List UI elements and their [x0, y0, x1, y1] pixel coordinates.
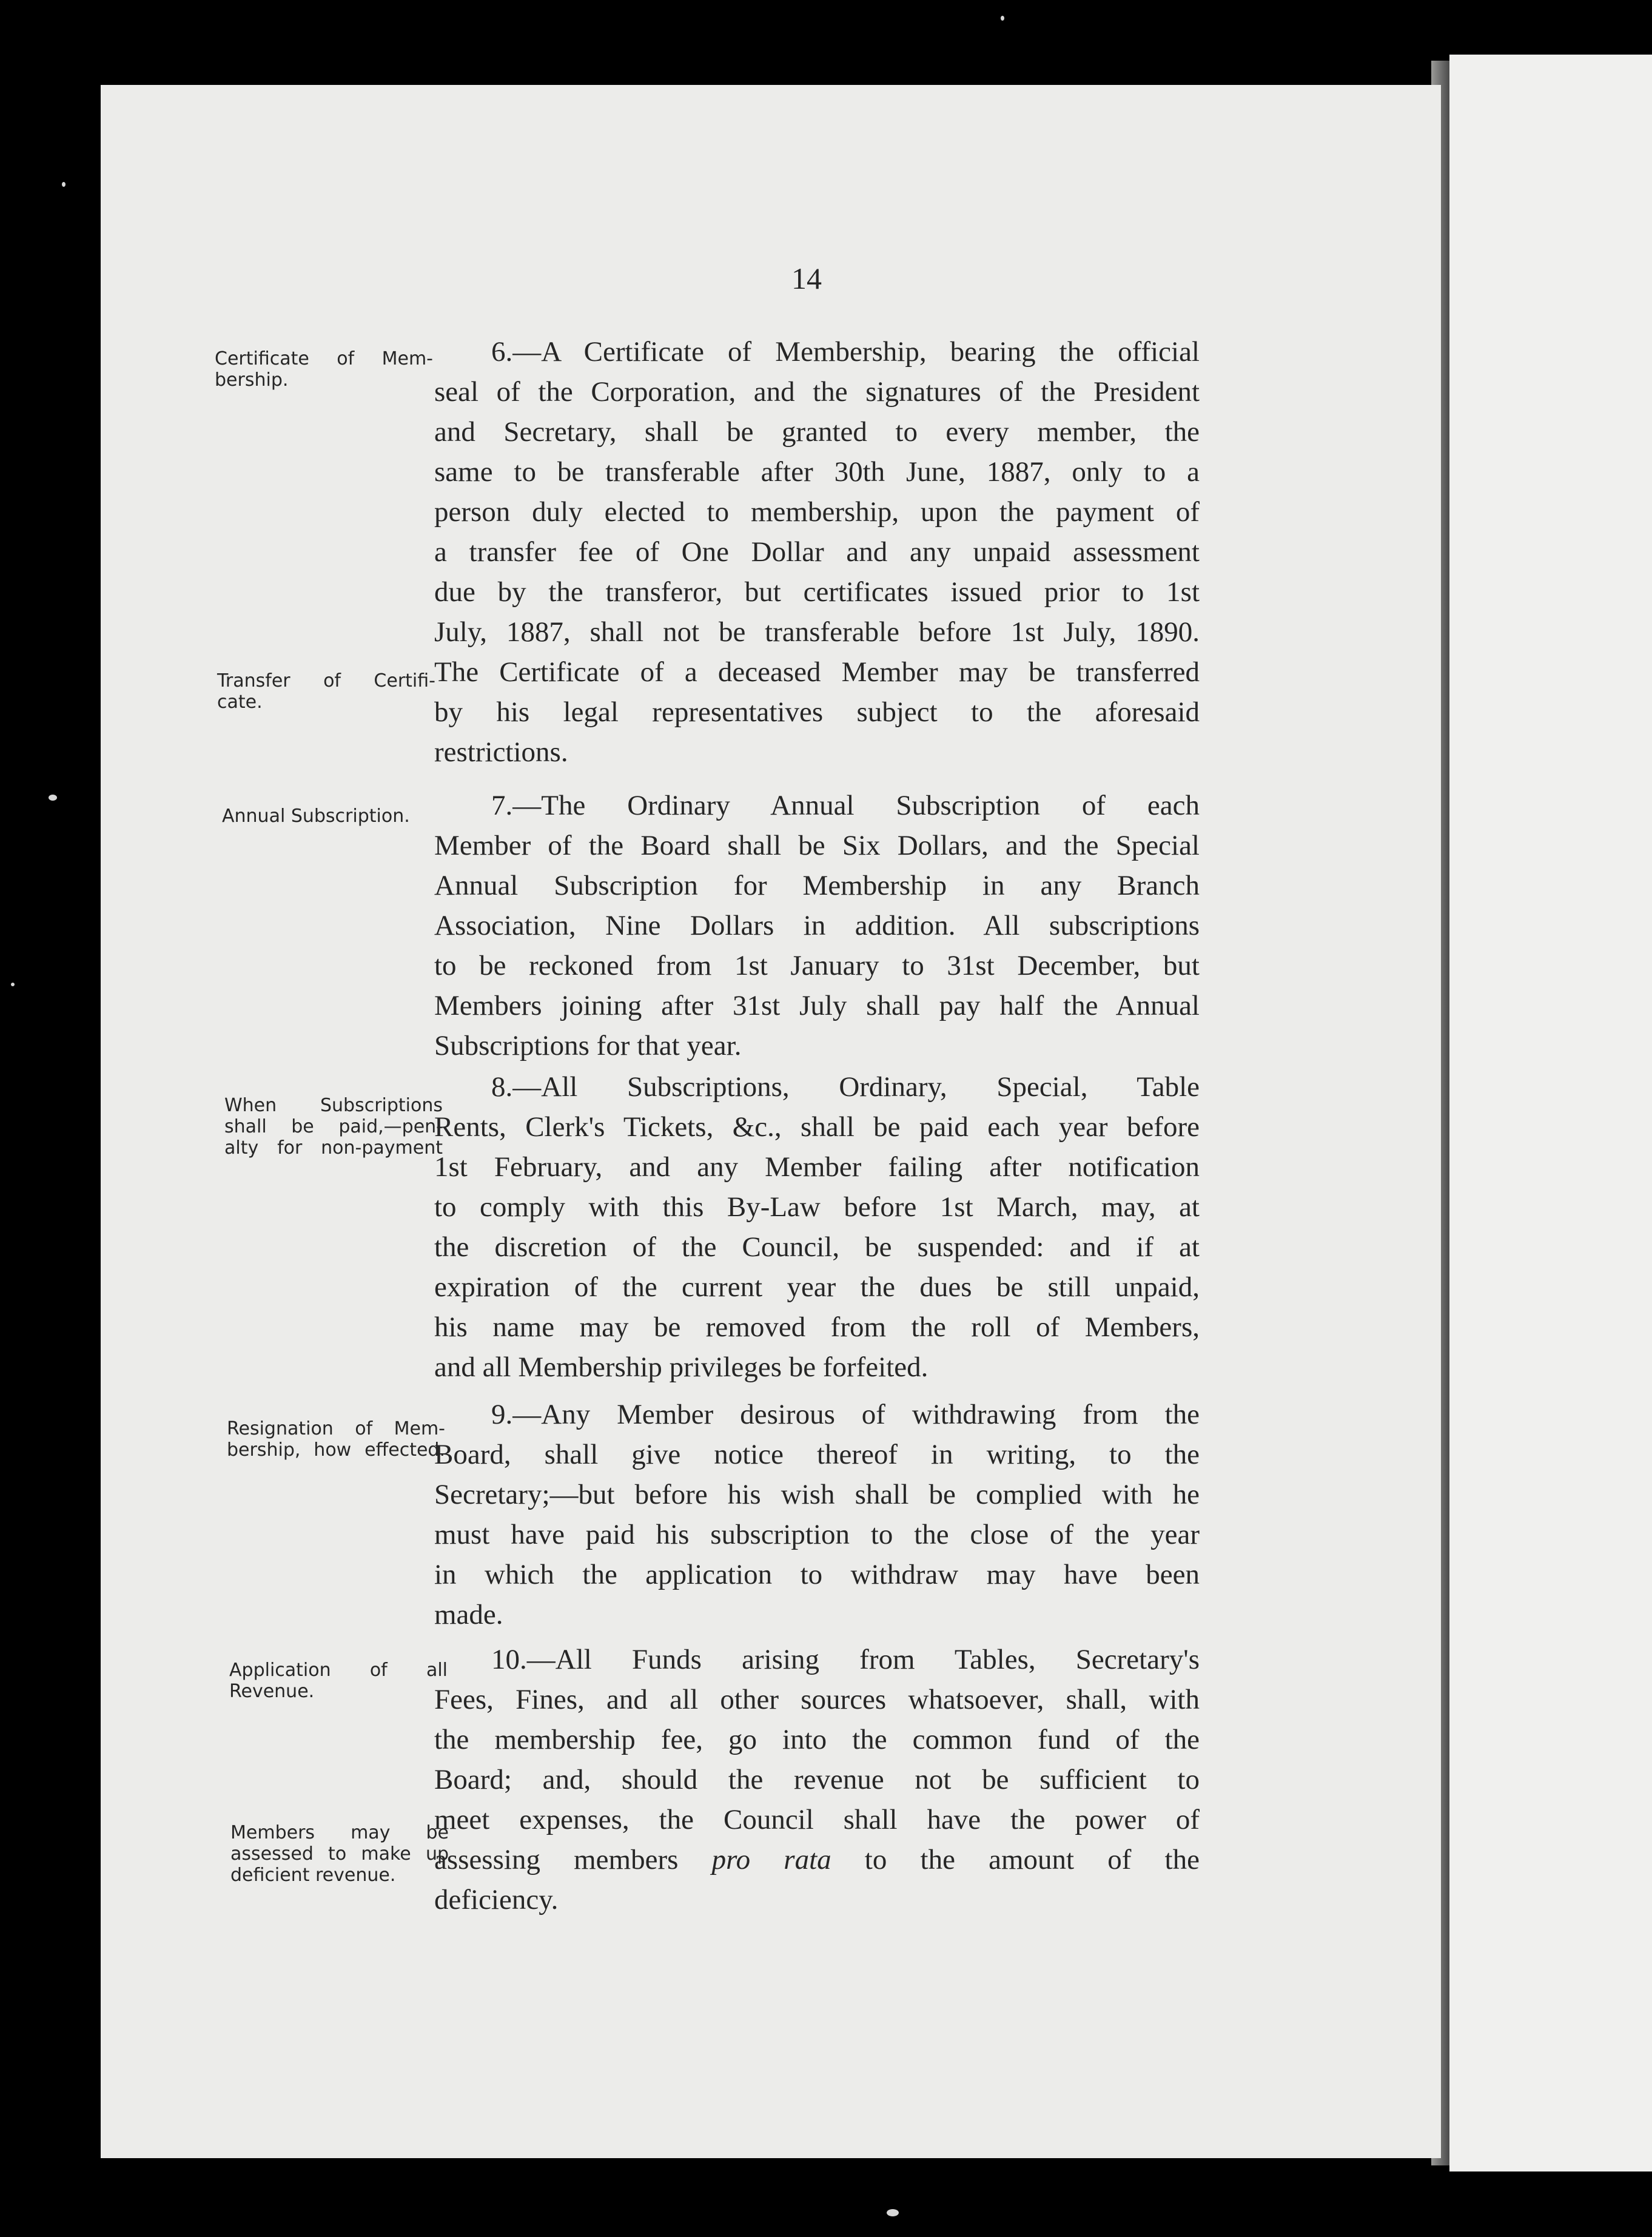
body-line: Rents, Clerk's Tickets, &c., shall be paid each year before: [434, 1111, 1200, 1143]
body-line: 7.—The Ordinary Annual Subscription of each: [491, 790, 1200, 821]
body-line: and all Membership privileges be forfeited.: [434, 1351, 928, 1383]
body-line: by his legal representatives subject to the aforesaid: [434, 696, 1200, 728]
body-line: assessing members pro rata to the amount of the: [434, 1844, 1200, 1875]
margin-note-resignation: [227, 1418, 445, 1461]
body-line: a transfer fee of One Dollar and any unpaid assessment: [434, 536, 1200, 568]
body-line: 9.—Any Member desirous of withdrawing from the: [491, 1399, 1200, 1430]
body-line: person duly elected to membership, upon the payment of: [434, 496, 1200, 528]
body-line: his name may be removed from the roll of Members,: [434, 1311, 1200, 1343]
body-line: restrictions.: [434, 736, 568, 768]
body-line: to be reckoned from 1st January to 31st December, but: [434, 950, 1200, 981]
body-line: Secretary;—but before his wish shall be complied with he: [434, 1479, 1200, 1510]
margin-note-line: Revenue.: [229, 1681, 315, 1702]
margin-note-line: alty for non-payment: [224, 1137, 443, 1159]
margin-note-line: Transfer of Certifi-: [217, 670, 435, 691]
scan-dust-speck: [49, 795, 57, 801]
margin-note-application-revenue: [229, 1660, 448, 1702]
body-line: Board, shall give notice thereof in writing, to the: [434, 1439, 1200, 1470]
body-line: same to be transferable after 30th June, 1887, only to a: [434, 456, 1200, 488]
margin-note-line: assessed to make up: [230, 1843, 449, 1865]
margin-note-line: cate.: [217, 691, 263, 713]
margin-note-when-paid: [224, 1095, 443, 1159]
margin-note-transfer: [217, 670, 435, 713]
margin-note-line: Annual Subscription.: [222, 806, 410, 827]
body-line: meet expenses, the Council shall have the power of: [434, 1804, 1200, 1835]
body-line: in which the application to withdraw may have been: [434, 1559, 1200, 1590]
body-line: July, 1887, shall not be transferable before 1st July, 1890.: [434, 616, 1200, 648]
body-line: seal of the Corporation, and the signatures of the President: [434, 376, 1200, 408]
body-line: 10.—All Funds arising from Tables, Secretary's: [491, 1644, 1200, 1675]
body-line: 1st February, and any Member failing after notification: [434, 1151, 1200, 1183]
body-line: expiration of the current year the dues be still unpaid,: [434, 1271, 1200, 1303]
margin-note-annual-subscription: [222, 806, 440, 827]
margin-note-line: Certificate of Mem-: [215, 348, 433, 369]
margin-note-line: Application of all: [229, 1660, 448, 1681]
body-line: deficiency.: [434, 1884, 559, 1916]
facing-page: [1449, 55, 1652, 2171]
body-line: 6.—A Certificate of Membership, bearing the official: [491, 336, 1200, 368]
margin-note-line: deficient revenue.: [230, 1865, 396, 1886]
body-line: Annual Subscription for Membership in any Branch: [434, 870, 1200, 901]
body-line: Association, Nine Dollars in addition. All subscriptions: [434, 910, 1200, 941]
body-line: the discretion of the Council, be suspended: and if at: [434, 1231, 1200, 1263]
body-line: Members joining after 31st July shall pay half the Annual: [434, 990, 1200, 1021]
body-line: 8.—All Subscriptions, Ordinary, Special, Table: [491, 1071, 1200, 1103]
margin-note-line: Resignation of Mem-: [227, 1418, 445, 1439]
scan-dust-speck: [887, 2209, 899, 2216]
scan-dust-speck: [11, 983, 15, 986]
body-line: Member of the Board shall be Six Dollars, and the Special: [434, 830, 1200, 861]
margin-note-line: When Subscriptions: [224, 1095, 443, 1116]
margin-note-members-assessed: [230, 1822, 449, 1886]
margin-note-line: shall be paid,—pen-: [224, 1116, 443, 1137]
margin-note-line: bership.: [215, 369, 289, 391]
body-line: to comply with this By-Law before 1st March, may, at: [434, 1191, 1200, 1223]
margin-note-line: Members may be: [230, 1822, 449, 1843]
body-line: The Certificate of a deceased Member may be transferred: [434, 656, 1200, 688]
page-number: 14: [791, 261, 822, 295]
body-line: Board; and, should the revenue not be sufficient to: [434, 1764, 1200, 1795]
scan-dust-speck: [62, 182, 65, 187]
italic-phrase: pro rata: [711, 1844, 831, 1875]
margin-note-line: bership, how effected.: [227, 1439, 445, 1461]
body-line: must have paid his subscription to the close of the year: [434, 1519, 1200, 1550]
body-line: Fees, Fines, and all other sources whatsoever, shall, with: [434, 1684, 1200, 1715]
body-line: the membership fee, go into the common fund of the: [434, 1724, 1200, 1755]
margin-note-certificate: [215, 348, 433, 391]
body-line: made.: [434, 1599, 503, 1630]
body-line: Subscriptions for that year.: [434, 1030, 742, 1061]
body-line: and Secretary, shall be granted to every member, the: [434, 416, 1200, 448]
body-line: due by the transferor, but certificates issued prior to 1st: [434, 576, 1200, 608]
scan-dust-speck: [1001, 16, 1004, 21]
